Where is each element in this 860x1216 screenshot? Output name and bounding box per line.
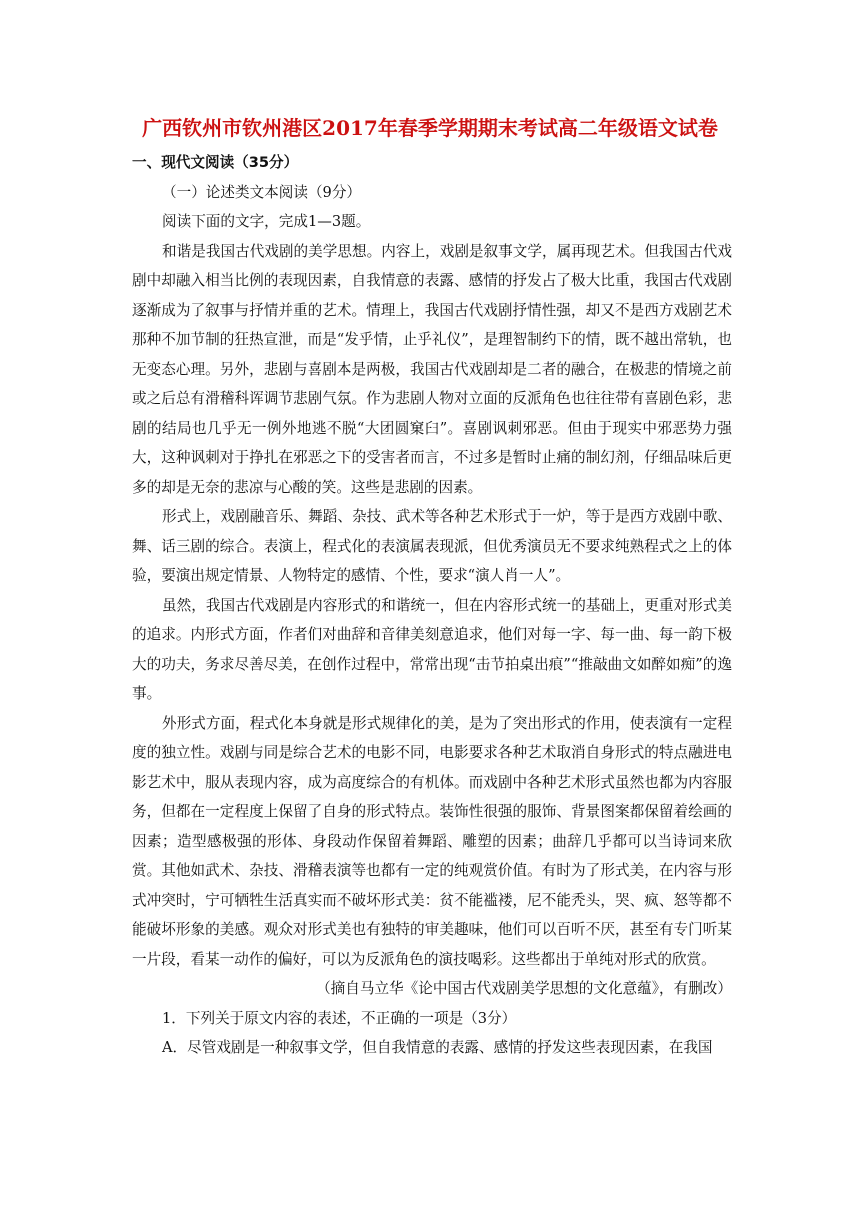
paragraph: 外形式方面，程式化本身就是形式规律化的美，是为了突出形式的作用，使表演有一定程度的独立性。戏剧与同是综合艺术的电影不同，电影要求各种艺术取消自身形式的特点融进电影艺术中，服从表现内容，成为高度综合的有机体。而戏剧中各种艺术形式虽然也都为内容服务，但都在一定程度上保留了自身的形式特点。装饰性很强的服饰、背景图案都保留着绘画的因素；造型感极强的形体、身段动作保留着舞蹈、雕塑的因素；曲辞几乎都可以当诗词来欣赏。其他如武术、杂技、滑稽表演等也都有一定的纯观赏价值。有时为了形式美，在内容与形式冲突时，宁可牺牲生活真实而不破坏形式美：贫不能褴褛，尼不能秃头，哭、疯、怒等都不能破坏形象的美感。观众对形式美也有独特的审美趣味，他们可以百听不厌，甚至有专门听某一片段，看某一动作的偏好，可以为反派角色的演技喝彩。这些都出于单纯对形式的欣赏。: [132, 714, 732, 968]
subsection-heading: （一）论述类文本阅读（9分）: [162, 183, 362, 201]
question-1: 1．下列关于原文内容的表述，不正确的一项是（3分）: [162, 1009, 517, 1027]
document-body: [132, 148, 732, 1063]
reading-instruction: 阅读下面的文字，完成1—3题。: [162, 213, 371, 230]
question-1-option-a: A．尽管戏剧是一种叙事文学，但自我情意的表露、感情的抒发这些表现因素，在我国: [162, 1039, 713, 1056]
document-title: 广西钦州市钦州港区2017年春季学期期末考试高二年级语文试卷: [142, 116, 718, 140]
paragraph: 虽然，我国古代戏剧是内容形式的和谐统一，但在内容形式统一的基础上，更重对形式美的追求。内形式方面，作者们对曲辞和音律美刻意追求，他们对每一字、每一曲、每一韵下极大的功夫，务求尽善尽美，在创作过程中，常常出现“击节拍桌出痕”“推敲曲文如醉如痴”的逸事。: [132, 596, 732, 702]
section-heading: 一、现代文阅读（35分）: [132, 154, 299, 171]
paragraph: 和谐是我国古代戏剧的美学思想。内容上，戏剧是叙事文学，属再现艺术。但我国古代戏剧中却融入相当比例的表现因素，自我情意的表露、感情的抒发占了极大比重，我国古代戏剧逐渐成为了叙事与抒情并重的艺术。情理上，我国古代戏剧抒情性强，却又不是西方戏剧艺术那种不加节制的狂热宣泄，而是“发乎情，止乎礼仪”，是理智制约下的情，既不越出常轨，也无变态心理。另外，悲剧与喜剧本是两极，我国古代戏剧却是二者的融合，在极悲的情境之前或之后总有滑稽科诨调节悲剧气氛。作为悲剧人物对立面的反派角色也往往带有喜剧色彩，悲剧的结局也几乎无一例外地逃不脱“大团圆窠臼”。喜剧讽刺邪恶。但由于现实中邪恶势力强大，这种讽刺对于挣扎在邪恶之下的受害者而言，不过多是暂时止痛的制幻剂，仔细品味后更多的却是无奈的悲凉与心酸的笑。这些是悲剧的因素。: [132, 242, 732, 496]
source-citation: （摘自马立华《论中国古代戏剧美学思想的文化意蕴》，有删改）: [316, 980, 732, 997]
paragraph: 形式上，戏剧融音乐、舞蹈、杂技、武术等各种艺术形式于一炉，等于是西方戏剧中歌、舞、话三剧的综合。表演上，程式化的表演属表现派，但优秀演员无不要求纯熟程式之上的体验，要演出规定情景、人物特定的感情、个性，要求“演人肖一人”。: [132, 508, 732, 584]
